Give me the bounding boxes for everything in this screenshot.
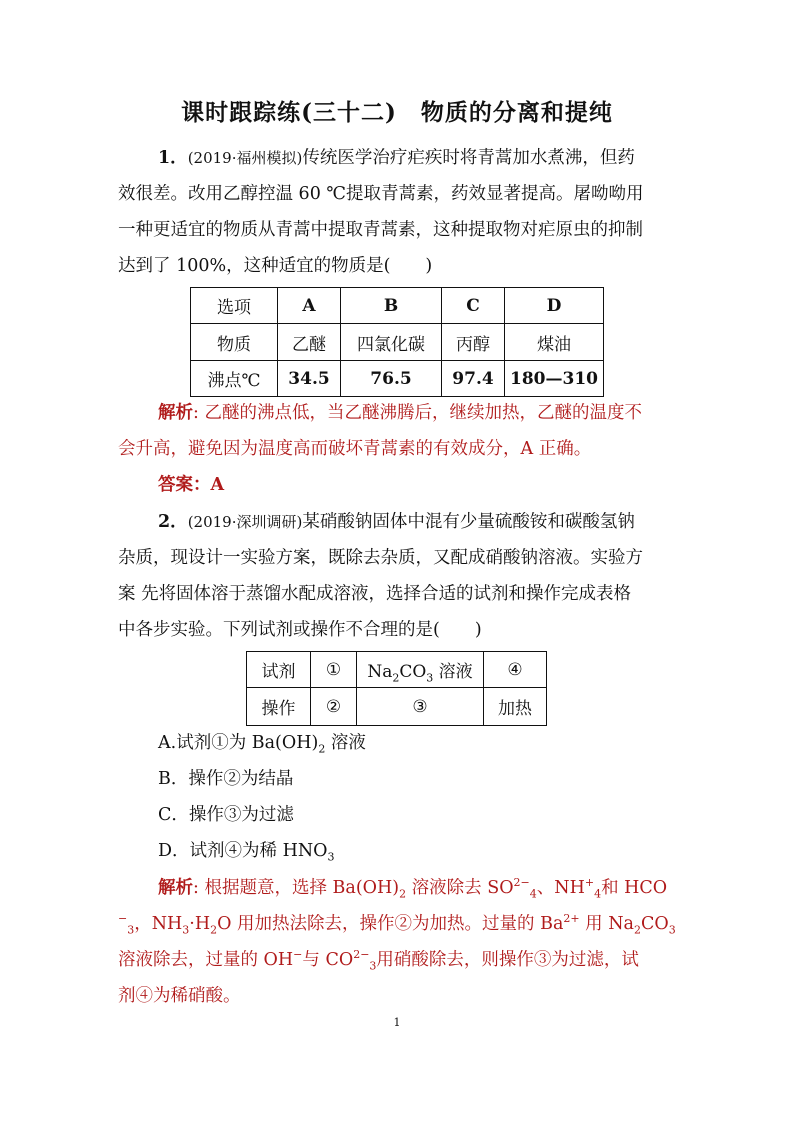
q2-line-4: 中各步实验。下列试剂或操作不合理的是( ) bbox=[118, 620, 482, 640]
analysis-text: 溶液除去，过量的 OH bbox=[118, 950, 294, 970]
q1-number: 1． bbox=[158, 148, 188, 168]
table-cell: 四氯化碳 bbox=[341, 324, 442, 361]
q2-table bbox=[246, 651, 547, 726]
formula-sup: 2− bbox=[513, 876, 530, 890]
formula-sub: 2 bbox=[633, 923, 641, 937]
formula-sub: 3 bbox=[182, 923, 190, 937]
table-row bbox=[247, 652, 547, 688]
table-cell: C bbox=[442, 288, 505, 324]
table-cell: 180—310 bbox=[505, 361, 604, 397]
q1-table bbox=[190, 287, 604, 397]
option-text: 溶液 bbox=[325, 733, 366, 753]
table-cell: ④ bbox=[484, 652, 547, 688]
table-cell: 选项 bbox=[191, 288, 278, 324]
analysis-text: CO bbox=[640, 914, 669, 934]
formula-sub: 4 bbox=[529, 887, 537, 901]
q1-analysis-line-2: 会升高，避免因为温度高而破坏青蒿素的有效成分，A 正确。 bbox=[118, 439, 592, 459]
table-cell: 加热 bbox=[484, 688, 547, 726]
formula-sup: + bbox=[584, 876, 595, 890]
q2-line-2: 杂质，现设计一实验方案，既除去杂质，又配成硝酸钠溶液。实验方 bbox=[118, 548, 643, 568]
formula-sub: 2 bbox=[318, 742, 326, 756]
table-cell bbox=[357, 652, 484, 688]
q1-analysis-label: 解析 bbox=[158, 403, 193, 423]
q1-answer bbox=[158, 473, 224, 497]
q2-option-a bbox=[158, 731, 366, 755]
option-text: A.试剂①为 Ba(OH) bbox=[158, 733, 319, 753]
formula-sub: 2 bbox=[392, 671, 400, 685]
q2-analysis-line-1 bbox=[158, 876, 667, 900]
table-cell: D bbox=[505, 288, 604, 324]
page-number: 1 bbox=[393, 1016, 401, 1029]
formula-sub: 3 bbox=[327, 850, 335, 864]
analysis-text: O 用加热法除去，操作②为加热。过量的 Ba bbox=[217, 914, 564, 934]
analysis-text: ，NH bbox=[134, 914, 183, 934]
q1-analysis-text-1: : 乙醚的沸点低，当乙醚沸腾后，继续加热，乙醚的温度不 bbox=[193, 403, 642, 423]
formula-sup: 2+ bbox=[563, 912, 580, 926]
q2-analysis-line-3 bbox=[118, 948, 639, 972]
analysis-text: 和 HCO bbox=[601, 878, 668, 898]
formula-part: Na bbox=[367, 662, 393, 682]
option-text: D．试剂④为稀 HNO bbox=[158, 841, 328, 861]
table-cell: 沸点℃ bbox=[191, 361, 278, 397]
q2-line-1 bbox=[158, 510, 635, 534]
q1-line-4: 达到了 100%，这种适宜的物质是( ) bbox=[118, 256, 433, 276]
q1-analysis-line-1 bbox=[158, 401, 642, 425]
table-cell: 试剂 bbox=[247, 652, 311, 688]
formula-sub: 2 bbox=[399, 887, 407, 901]
q1-answer-text: ：A bbox=[193, 475, 225, 495]
q1-source: (2019·福州模拟) bbox=[187, 149, 303, 167]
q2-number: 2． bbox=[158, 512, 188, 532]
table-cell: A bbox=[278, 288, 341, 324]
page-title: 课时跟踪练(三十二) 物质的分离和提纯 bbox=[181, 99, 613, 126]
q1-line-1 bbox=[158, 146, 635, 170]
table-row bbox=[191, 361, 604, 397]
analysis-text: ·H bbox=[189, 914, 211, 934]
table-cell: ③ bbox=[357, 688, 484, 726]
table-cell: 丙醇 bbox=[442, 324, 505, 361]
table-cell: ② bbox=[311, 688, 357, 726]
table-row bbox=[191, 324, 604, 361]
table-row bbox=[247, 688, 547, 726]
formula-sub: 4 bbox=[594, 887, 602, 901]
formula-sub: 3 bbox=[668, 923, 676, 937]
analysis-text: 与 CO bbox=[302, 950, 354, 970]
table-cell: 操作 bbox=[247, 688, 311, 726]
analysis-text: 、NH bbox=[536, 878, 585, 898]
table-cell: 煤油 bbox=[505, 324, 604, 361]
formula-sub: 2 bbox=[210, 923, 218, 937]
formula-sub: 3 bbox=[426, 671, 434, 685]
formula-sub: 3 bbox=[127, 923, 135, 937]
q1-answer-label: 答案 bbox=[158, 475, 193, 495]
table-cell: 97.4 bbox=[442, 361, 505, 397]
analysis-text: 溶液除去 SO bbox=[406, 878, 514, 898]
analysis-text: : 根据题意，选择 Ba(OH) bbox=[193, 878, 400, 898]
q2-source: (2019·深圳调研) bbox=[187, 513, 303, 531]
q2-line-3: 案 先将固体溶于蒸馏水配成溶液，选择合适的试剂和操作完成表格 bbox=[118, 584, 632, 604]
formula-part: 溶液 bbox=[433, 662, 473, 682]
table-row bbox=[191, 288, 604, 324]
formula-sup: 2− bbox=[353, 948, 370, 962]
q2-option-b: B．操作②为结晶 bbox=[158, 769, 294, 789]
table-cell: 物质 bbox=[191, 324, 278, 361]
q1-line-3: 一种更适宜的物质从青蒿中提取青蒿素，这种提取物对疟原虫的抑制 bbox=[118, 220, 643, 240]
table-cell: 76.5 bbox=[341, 361, 442, 397]
formula-sub: 3 bbox=[369, 959, 377, 973]
table-cell: 乙醚 bbox=[278, 324, 341, 361]
q2-text-1: 某硝酸钠固体中混有少量硫酸铵和碳酸氢钠 bbox=[302, 512, 635, 532]
formula-sup: − bbox=[293, 948, 303, 962]
analysis-text: 用硝酸除去，则操作③为过滤，试 bbox=[376, 950, 639, 970]
formula-sup: − bbox=[118, 912, 128, 926]
q1-text-1: 传统医学治疗疟疾时将青蒿加水煮沸，但药 bbox=[302, 148, 635, 168]
q2-analysis-label: 解析 bbox=[158, 878, 193, 898]
q2-option-d bbox=[158, 839, 335, 863]
q2-analysis-line-2 bbox=[118, 912, 676, 936]
formula-part: CO bbox=[399, 662, 427, 682]
analysis-text: 用 Na bbox=[579, 914, 634, 934]
table-cell: ① bbox=[311, 652, 357, 688]
q1-line-2: 效很差。改用乙醇控温 60 ℃提取青蒿素，药效显著提高。屠呦呦用 bbox=[118, 184, 644, 204]
table-cell: B bbox=[341, 288, 442, 324]
q2-analysis-line-4: 剂④为稀硝酸。 bbox=[118, 986, 241, 1006]
table-cell: 34.5 bbox=[278, 361, 341, 397]
q2-option-c: C．操作③为过滤 bbox=[158, 805, 294, 825]
